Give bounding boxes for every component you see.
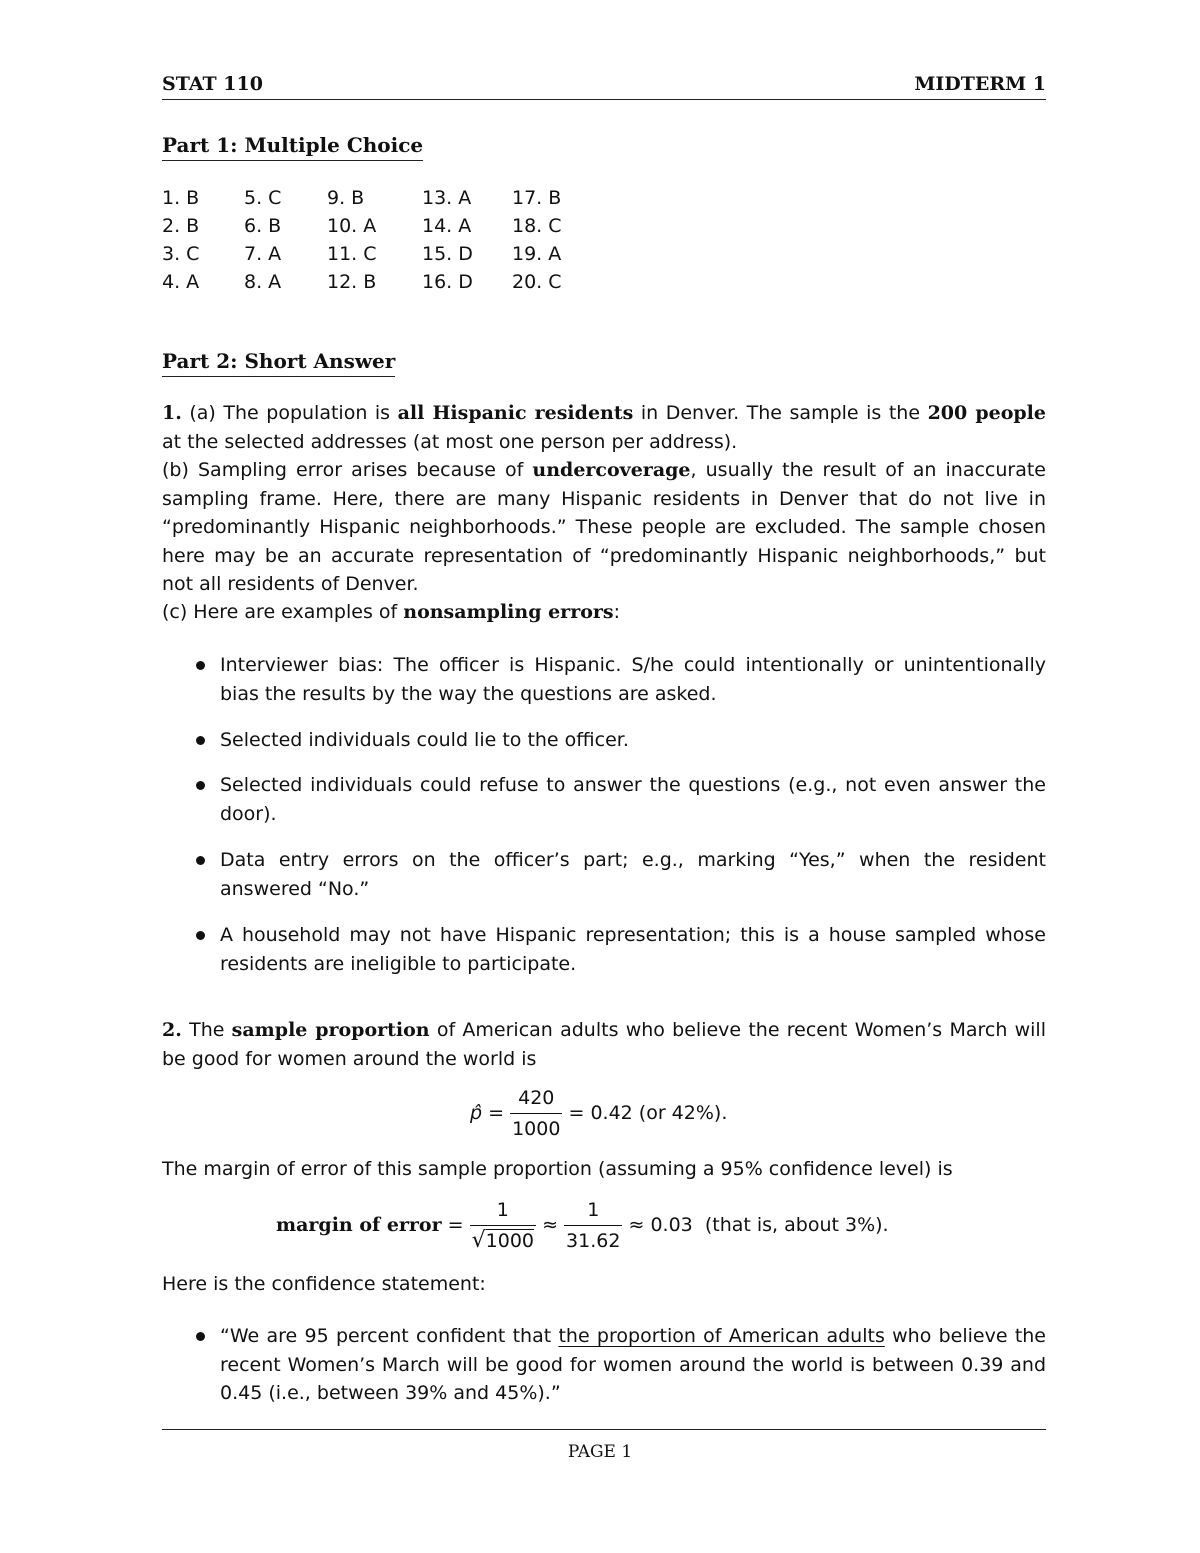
q2-text: The — [181, 1019, 232, 1041]
header-course: STAT 110 — [162, 73, 263, 95]
q1-part-b — [162, 456, 1046, 599]
phat-lhs: p̂ = — [470, 1102, 505, 1124]
mc-answer: 5. C — [244, 187, 282, 209]
mc-answer: 17. B — [512, 187, 562, 209]
phat-rhs: = 0.42 (or 42%). — [568, 1102, 728, 1124]
q1c-text: (c) Here are examples of — [162, 601, 404, 623]
q1-part-c — [162, 598, 1046, 627]
bullet-household: A household may not have Hispanic representation; this is a house sampled whose residents are ineligible to participate. — [220, 924, 1046, 975]
mc-answer: 10. A — [327, 215, 377, 237]
part1-title: Part 1: Multiple Choice — [162, 133, 423, 161]
header-rule — [162, 99, 1046, 100]
q2-text: of American adults who believe the recent Women’s March will be good for women around the world is — [162, 1019, 1046, 1070]
phat-numerator: 420 — [510, 1086, 562, 1114]
q1a-population: all Hispanic residents — [397, 402, 634, 424]
moe-intro: The margin of error of this sample proportion (assuming a 95% confidence level) is — [162, 1158, 953, 1180]
mc-answer: 7. A — [244, 243, 282, 265]
statement-text: who believe the recent Women’s March will be good for women around the world is between 0.39 and 0.45 (i.e., between 39% and 45%).” — [220, 1325, 1046, 1404]
footer-rule — [162, 1429, 1046, 1430]
statement-intro: Here is the confidence statement: — [162, 1273, 486, 1295]
mc-answer: 11. C — [327, 243, 377, 265]
header-exam: MIDTERM 1 — [914, 73, 1046, 95]
bullet-dot — [196, 736, 205, 745]
equation-margin-of-error — [276, 1198, 889, 1253]
mc-answer: 3. C — [162, 243, 200, 265]
q1b-undercoverage: undercoverage — [532, 459, 691, 481]
mc-answer: 18. C — [512, 215, 562, 237]
page-number: PAGE 1 — [567, 1442, 633, 1462]
mc-column-1 — [162, 184, 199, 296]
bullet-dot — [196, 1332, 205, 1341]
moe-rhs: ≈ 0.03 (that is, about 3%). — [628, 1214, 889, 1236]
q1a-text: (a) The population is — [181, 402, 398, 424]
bullet-interviewer-bias: Interviewer bias: The officer is Hispanic. S/he could intentionally or unintentionally bias the results by the way the questions are asked. — [220, 654, 1046, 705]
mc-answer: 19. A — [512, 243, 562, 265]
mc-answer: 16. D — [422, 271, 473, 293]
moe-denominator-2: 31.62 — [566, 1230, 621, 1252]
moe-fraction-1 — [470, 1198, 536, 1253]
bullet-lie: Selected individuals could lie to the officer. — [220, 729, 629, 751]
q1-part-a — [162, 399, 1046, 456]
equation-phat — [470, 1086, 727, 1141]
bullet-dot — [196, 856, 205, 865]
q2-number: 2. — [162, 1019, 182, 1041]
mc-answer: 1. B — [162, 187, 200, 209]
mc-answer: 2. B — [162, 215, 200, 237]
q1a-text: at the selected addresses (at most one person per address). — [162, 430, 738, 453]
mc-answer: 4. A — [162, 271, 200, 293]
q1a-text: in Denver. The sample is the — [633, 402, 928, 424]
q1c-text: : — [613, 601, 620, 623]
mc-answer: 6. B — [244, 215, 282, 237]
moe-sqrt-radicand: 1000 — [485, 1230, 535, 1252]
q1-number: 1. — [162, 402, 182, 424]
moe-denominator-1 — [470, 1226, 536, 1253]
mc-answer: 15. D — [422, 243, 473, 265]
bullet-refuse: Selected individuals could refuse to answer the questions (e.g., not even answer the door). — [220, 774, 1046, 825]
mc-answer: 12. B — [327, 271, 377, 293]
bullet-dot — [196, 931, 205, 940]
mc-column-5 — [512, 184, 562, 296]
statement-underlined: the proportion of American adults — [558, 1325, 885, 1347]
q1b-text: (b) Sampling error arises because of — [162, 459, 533, 481]
phat-fraction — [510, 1086, 562, 1141]
mc-answer: 9. B — [327, 187, 365, 209]
statement-text: “We are 95 percent confident that — [220, 1325, 559, 1347]
moe-numerator-1: 1 — [470, 1198, 536, 1226]
mc-answer: 14. A — [422, 215, 472, 237]
bullet-dot — [196, 781, 205, 790]
moe-approx: ≈ — [542, 1214, 558, 1236]
mc-column-4 — [422, 184, 473, 296]
moe-fraction-2 — [564, 1198, 622, 1253]
q1b-text: , usually the result of an inaccurate sampling frame. Here, there are many Hispanic residents in Denver that do not live in “predominantly Hispanic neighborhoods.” These people are excluded. The sample chosen here may be an accurate representation of “predominantly Hispanic neighborhoods,” but not all residents of Denver. — [162, 459, 1046, 595]
moe-label: margin of error — [276, 1214, 442, 1236]
sqrt-icon: √ — [471, 1228, 486, 1253]
mc-column-2 — [244, 184, 281, 296]
mc-column-3 — [327, 184, 377, 296]
mc-answer: 8. A — [244, 271, 282, 293]
mc-answer: 20. C — [512, 271, 562, 293]
moe-equals: = — [447, 1214, 464, 1236]
q1a-sample: 200 people — [927, 402, 1046, 424]
confidence-statement — [220, 1322, 1046, 1408]
bullet-dot — [196, 661, 205, 670]
bullet-data-entry: Data entry errors on the officer’s part; e.g., marking “Yes,” when the resident answered “No.” — [220, 849, 1046, 900]
part2-title: Part 2: Short Answer — [162, 349, 395, 377]
moe-numerator-2: 1 — [564, 1198, 622, 1226]
q2-intro — [162, 1016, 1046, 1073]
q1c-nonsampling: nonsampling errors — [403, 601, 614, 623]
phat-denominator: 1000 — [512, 1118, 561, 1140]
mc-answer: 13. A — [422, 187, 472, 209]
q2-sample-proportion: sample proportion — [231, 1019, 430, 1041]
